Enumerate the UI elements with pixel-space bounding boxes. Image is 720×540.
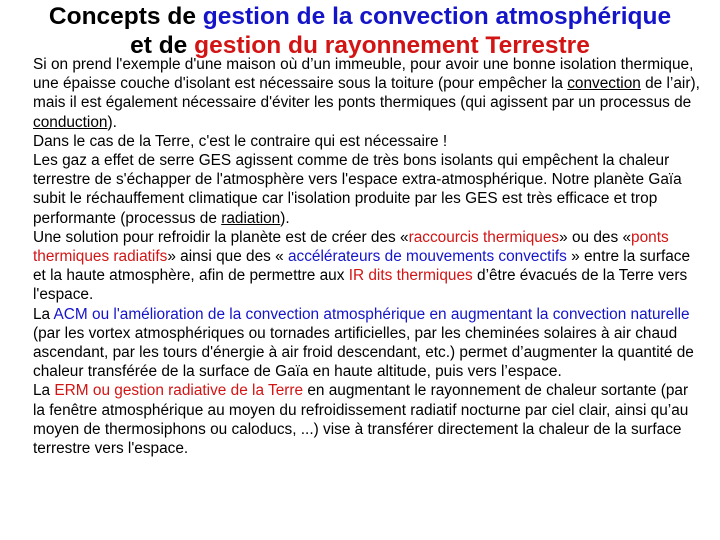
- p1-convection-term: convection: [567, 75, 641, 93]
- p4-text-i: d’être évacués de la Terre vers l'espace.: [33, 267, 688, 304]
- p4-text-c: » ou des «: [559, 228, 632, 246]
- paragraph-solution: [33, 228, 703, 305]
- p6-erm-term: ERM ou gestion radiative de la Terre: [54, 382, 304, 400]
- paragraph-house-insulation: [33, 55, 703, 132]
- p3-text-a: Les gaz a effet de serre GES agissent comme de très bons isolants qui empêchent la chaleur terrestre de s'échapper de l'atmosphère vers l'espace extra-atmosphérique. Notre planète Gaïa subit le réchauffement climatique car l'isolation produite par les GES est très efficace et trop performante (processus de: [33, 152, 682, 227]
- p1-text-a: Si on prend l'exemple d'une maison où d’un immeuble, pour avoir une bonne isolation thermique, une épaisse couche d'isolant est nécessaire sous la toiture (pour empêcher la: [33, 56, 694, 93]
- p4-raccourcis-term: raccourcis thermiques: [408, 228, 560, 246]
- p1-text-e: ).: [107, 113, 117, 131]
- title-line2-prefix: et de: [130, 32, 195, 59]
- p6-text-c: en augmentant le rayonnement de chaleur sortante (par la fenêtre atmosphérique au moyen du refroidissement radiatif nocturne par ciel clair, ainsi qu’au moyen de thermosiphons ou caloducs, ...) vise à transférer directement la chaleur de la surface terrestre vers l'espace.: [33, 382, 689, 458]
- p4-text-g: » entre la surface et la haute atmosphère, afin de permettre aux: [33, 248, 691, 285]
- p4-ponts-term: ponts thermiques radiatifs: [33, 228, 669, 266]
- paragraph-earth-contrary: Dans le cas de la Terre, c'est le contraire qui est nécessaire !: [33, 132, 448, 150]
- paragraph-acm: [33, 305, 703, 382]
- p1-conduction-term: conduction: [33, 113, 108, 131]
- p5-text-a: La: [33, 305, 54, 323]
- slide-title: [0, 0, 720, 60]
- p4-accelerateurs-term: accélérateurs de mouvements convectifs: [287, 248, 567, 266]
- p4-text-e: » ainsi que des «: [167, 248, 288, 266]
- p5-text-c: (par les vortex atmosphériques ou tornades artificielles, par les cheminées solaires à air chaud ascendant, par les tours d'énergie à air froid descendant, etc.) permet d’augmenter la quantité de chaleur transférée de la surface de Gaïa en haute altitude, puis vers l’espace.: [33, 324, 694, 381]
- title-line2-highlight: gestion du rayonnement Terrestre: [194, 32, 590, 59]
- p4-text-a: Une solution pour refroidir la planète est de créer des «: [33, 228, 409, 246]
- p3-text-c: ).: [280, 209, 290, 227]
- p1-text-c: de l’air), mais il est également nécessaire d'éviter les ponts thermiques (qui agissent par un processus de: [33, 75, 700, 112]
- title-line1-highlight: gestion de la convection atmosphérique: [202, 3, 672, 30]
- p6-text-a: La: [33, 382, 55, 400]
- title-line1-prefix: Concepts de: [48, 3, 203, 30]
- paragraph-ges: [33, 151, 703, 228]
- p5-acm-term: ACM ou l'amélioration de la convection atmosphérique en augmentant la convection naturelle: [53, 305, 690, 323]
- slide-body: [33, 55, 703, 458]
- p4-ir-term: IR dits thermiques: [348, 267, 473, 285]
- paragraph-erm: [33, 381, 703, 458]
- p3-radiation-term: radiation: [221, 209, 281, 227]
